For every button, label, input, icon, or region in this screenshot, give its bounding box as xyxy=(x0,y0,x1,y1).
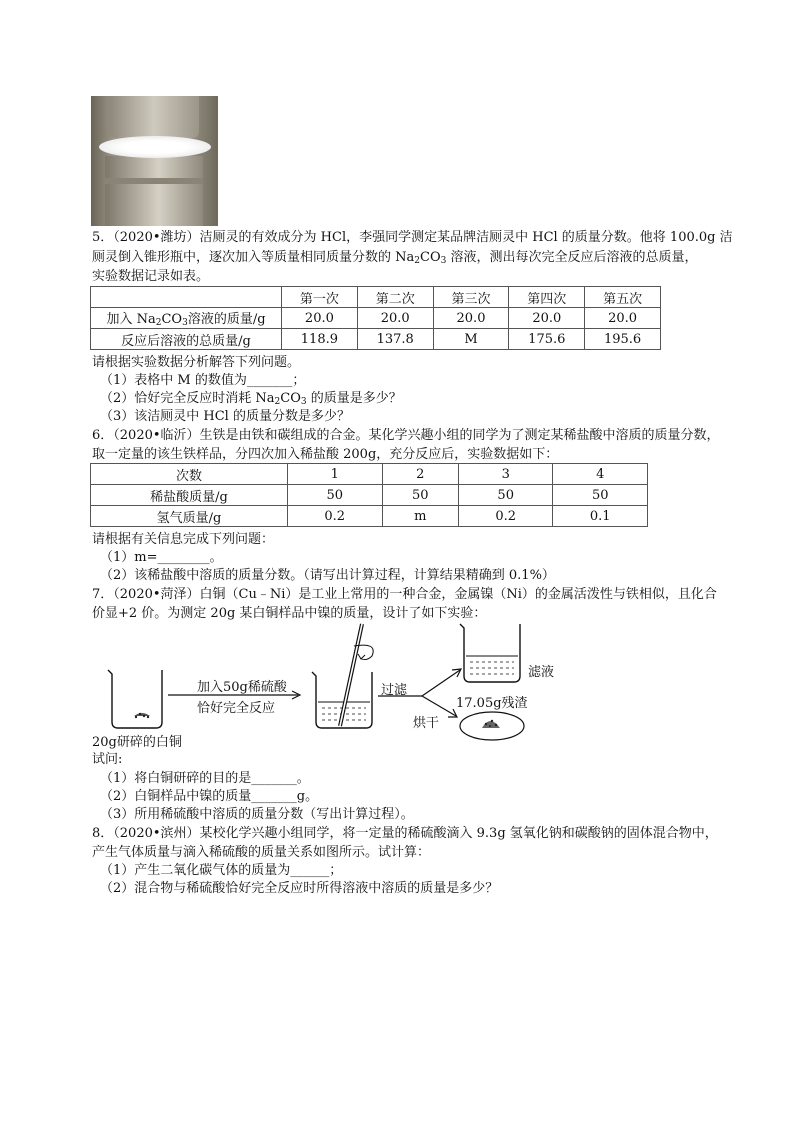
beaker-stirring-icon xyxy=(312,624,373,728)
table-row: 加入 $Na_2CO_3$溶液的质量/g 20.0 20.0 20.0 20.0 20.0 xyxy=(91,308,661,329)
q8-sub1: （1）产生二氧化碳气体的质量为______； xyxy=(100,863,343,878)
step1-bottom-label: 恰好完全反应 xyxy=(197,701,276,716)
table-row: 反应后溶液的总质量/g 118.9 137.8 M 175.6 195.6 xyxy=(91,329,661,350)
q5-prompt: 请根据实验数据分析解答下列问题。 xyxy=(92,355,301,370)
q6-line2: 取一定量的该生铁样品，分四次加入稀盐酸 200g，充分反应后，实验数据如下： xyxy=(92,447,559,462)
beaker-with-alloy-icon xyxy=(108,670,162,728)
step1-top-label: 加入50g稀硫酸 xyxy=(197,680,287,695)
filtrate-label: 滤液 xyxy=(528,665,555,680)
q7-sub3: （3）所用稀硫酸中溶质的质量分数（写出计算过程）。 xyxy=(100,807,414,822)
table-row: 次数 1 2 3 4 xyxy=(91,464,648,485)
q5-line2: 厕灵倒入锥形瓶中，逐次加入等质量相同质量分数的 $Na_2CO_3$ 溶液，测出每次完全反应后溶液的总质量， xyxy=(92,250,698,266)
q5-sub2: （2）恰好完全反应时消耗 $Na_2CO_3$ 的质量是多少？ xyxy=(100,391,402,407)
q6-prompt: 请根据有关信息完成下列问题： xyxy=(92,532,275,547)
residue-dish-icon xyxy=(460,712,524,740)
q6-table xyxy=(90,463,648,527)
table-row: 第一次 第二次 第三次 第四次 第五次 xyxy=(91,287,661,308)
q5-sub1: （1）表格中 M 的数值为_______； xyxy=(100,373,306,388)
q8-line2: 产生气体质量与滴入稀硫酸的质量关系如图所示。试计算： xyxy=(92,845,431,860)
q7-ask: 试问: xyxy=(92,752,123,767)
dry-label: 烘干 xyxy=(413,716,440,731)
q5-line3: 实验数据记录如表。 xyxy=(92,269,210,284)
q6-line1: 6．（2020•临沂）生铁是由铁和碳组成的合金。某化学兴趣小组的同学为了测定某稀盐酸中溶质的质量分数， xyxy=(92,428,720,443)
filtrate-beaker-icon xyxy=(460,624,520,682)
residue-label: 17.05g残渣 xyxy=(456,696,528,711)
q7-line2: 价显+2 价。为测定 20g 某白铜样品中镍的质量，设计了如下实验： xyxy=(92,606,487,621)
filter-label: 过滤 xyxy=(381,683,408,698)
q6-sub2: （2）该稀盐酸中溶质的质量分数。（请写出计算过程，计算结果精确到 0.1%） xyxy=(100,568,555,583)
q5-table xyxy=(90,286,661,350)
table-row: 氢气质量/g 0.2 m 0.2 0.1 xyxy=(91,506,648,527)
q8-sub2: （2）混合物与稀硫酸恰好完全反应时所得溶液中溶质的质量是多少？ xyxy=(100,881,499,896)
reagent-bottle-photo xyxy=(91,96,218,226)
q5-line1: 5．（2020•潍坊）洁厕灵的有效成分为 HCl，李强同学测定某品牌洁厕灵中 HCl 的质量分数。他将 100.0g 洁 xyxy=(92,230,733,245)
q7-sub2: （2）白铜样品中镍的质量_______g。 xyxy=(100,789,319,804)
q6-sub1: （1）m=________。 xyxy=(100,550,223,565)
start-label: 20g研碎的白铜 xyxy=(92,735,182,750)
q5-sub3: （3）该洁厕灵中 HCl 的质量分数是多少？ xyxy=(100,409,350,424)
q8-line1: 8．（2020•滨州）某校化学兴趣小组同学，将一定量的稀硫酸滴入 9.3g 氢氧化钠和碳酸钠的固体混合物中， xyxy=(92,826,718,841)
q7-line1: 7．（2020•菏泽）白铜（Cu﹣Ni）是工业上常用的一种合金，金属镍（Ni）的金属活泼性与铁相似，且化合 xyxy=(92,587,717,602)
q7-sub1: （1）将白铜研碎的目的是_______。 xyxy=(100,771,310,786)
table-row: 稀盐酸质量/g 50 50 50 50 xyxy=(91,485,648,506)
